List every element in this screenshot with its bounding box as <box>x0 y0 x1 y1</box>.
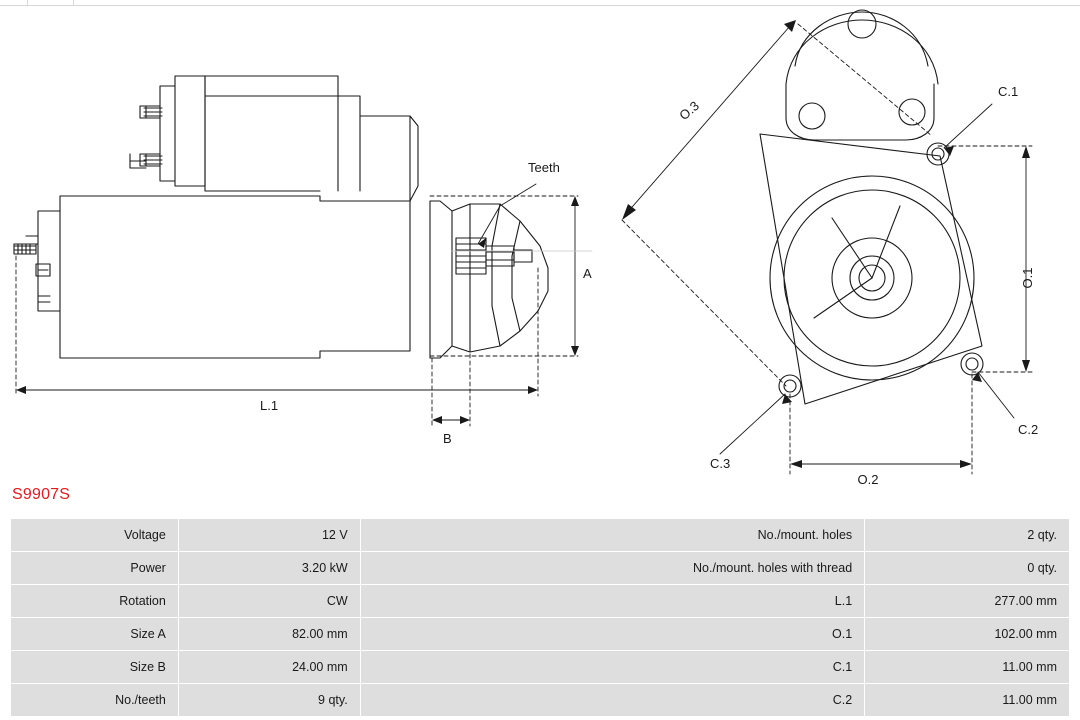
technical-drawings <box>0 6 1080 484</box>
table-row <box>11 618 1070 651</box>
arrow-o3-lower <box>622 204 636 220</box>
spec-value-secondary: 102.00 mm <box>865 618 1070 651</box>
spec-value-secondary: 2 qty. <box>865 519 1070 552</box>
part-number: S9907S <box>12 486 71 503</box>
spec-value-secondary: 277.00 mm <box>865 585 1070 618</box>
label-c2: C.2 <box>1018 422 1039 437</box>
spec-value: CW <box>178 585 360 618</box>
arrow-o1-top <box>1022 146 1030 158</box>
left-boss <box>799 103 825 129</box>
arrow-l1-left <box>16 386 26 394</box>
label-l1: L.1 <box>260 398 279 413</box>
spec-label-secondary: L.1 <box>360 585 864 618</box>
spec-label-secondary: No./mount. holes with thread <box>360 552 864 585</box>
spec-value: 9 qty. <box>178 684 360 717</box>
ext-line-o3-bottom <box>622 220 786 386</box>
spec-value: 12 V <box>178 519 360 552</box>
mount-hole-c1-inner <box>932 148 944 160</box>
teeth-leader-arrow <box>478 238 486 248</box>
rear-band-body <box>786 84 934 140</box>
drive-nose-outline <box>452 204 548 352</box>
label-a: A <box>583 266 592 281</box>
arrow-o2-left <box>790 460 802 468</box>
starter-front-view-drawing <box>600 6 1080 484</box>
motor-body-outline <box>60 196 410 358</box>
spec-label: Rotation <box>11 585 179 618</box>
spec-label-secondary: C.1 <box>360 651 864 684</box>
spec-label-secondary: C.2 <box>360 684 864 717</box>
spec-value: 24.00 mm <box>178 651 360 684</box>
pinion-teeth <box>456 244 486 268</box>
arrow-a-top <box>571 196 579 206</box>
table-row <box>11 519 1070 552</box>
mount-hole-c2-inner <box>966 358 978 370</box>
label-o2: O.2 <box>857 472 879 484</box>
solenoid-terminal-thread-upper <box>144 108 162 116</box>
arrow-a-bottom <box>571 346 579 356</box>
arrow-o1-bottom <box>1022 360 1030 372</box>
solenoid-body <box>175 76 205 186</box>
leader-c2-arrow <box>972 372 982 382</box>
spec-label: Power <box>11 552 179 585</box>
label-o3: O.3 <box>676 98 702 124</box>
spec-label: Size B <box>11 651 179 684</box>
drive-nose-inner2 <box>512 221 520 331</box>
top-boss <box>848 10 876 38</box>
spec-label: Voltage <box>11 519 179 552</box>
leader-c2 <box>978 372 1014 418</box>
spec-label: Size A <box>11 618 179 651</box>
spec-label: No./teeth <box>11 684 179 717</box>
teeth-leader-line <box>478 184 536 244</box>
pinion-shaft <box>486 246 514 266</box>
spec-value-secondary: 0 qty. <box>865 552 1070 585</box>
spec-value: 82.00 mm <box>178 618 360 651</box>
hub-spoke-1 <box>872 206 900 278</box>
drive-housing <box>430 201 452 358</box>
spec-value: 3.20 kW <box>178 552 360 585</box>
mounting-flange-plate <box>760 134 982 404</box>
ext-line-o3-diag <box>798 24 932 136</box>
table-row <box>11 684 1070 717</box>
rear-stud-thread <box>14 244 36 254</box>
spec-value-secondary: 11.00 mm <box>865 651 1070 684</box>
leader-c1-arrow <box>944 146 954 156</box>
label-o1: O.1 <box>1020 267 1035 289</box>
rear-cap-detail <box>26 236 38 244</box>
label-b: B <box>443 431 452 446</box>
dim-line-o3 <box>626 26 790 214</box>
arrow-b-right <box>460 416 470 424</box>
shaft-tip <box>514 250 532 262</box>
leader-c1 <box>944 104 992 148</box>
starter-side-view-drawing <box>0 6 600 484</box>
table-row <box>11 585 1070 618</box>
drive-nose-inner <box>492 204 500 346</box>
pinion-shaft-line <box>486 252 514 260</box>
label-c1: C.1 <box>998 84 1019 99</box>
table-row <box>11 651 1070 684</box>
spec-value-secondary: 11.00 mm <box>865 684 1070 717</box>
label-c3: C.3 <box>710 456 731 471</box>
arrow-b-left <box>432 416 442 424</box>
spec-label-secondary: No./mount. holes <box>360 519 864 552</box>
arrow-o2-right <box>960 460 972 468</box>
leader-c3 <box>720 394 785 454</box>
arrow-l1-right <box>528 386 538 394</box>
solenoid-cap <box>160 86 175 181</box>
rear-band-arc-inner <box>786 20 938 84</box>
specifications-table <box>10 518 1070 717</box>
solenoid-bracket <box>205 76 418 201</box>
upper-body-line <box>205 96 320 191</box>
solenoid-terminal-thread-lower <box>144 156 162 164</box>
rear-detail <box>38 296 50 302</box>
table-row <box>11 552 1070 585</box>
label-teeth: Teeth <box>528 160 560 175</box>
spec-label-secondary: O.1 <box>360 618 864 651</box>
